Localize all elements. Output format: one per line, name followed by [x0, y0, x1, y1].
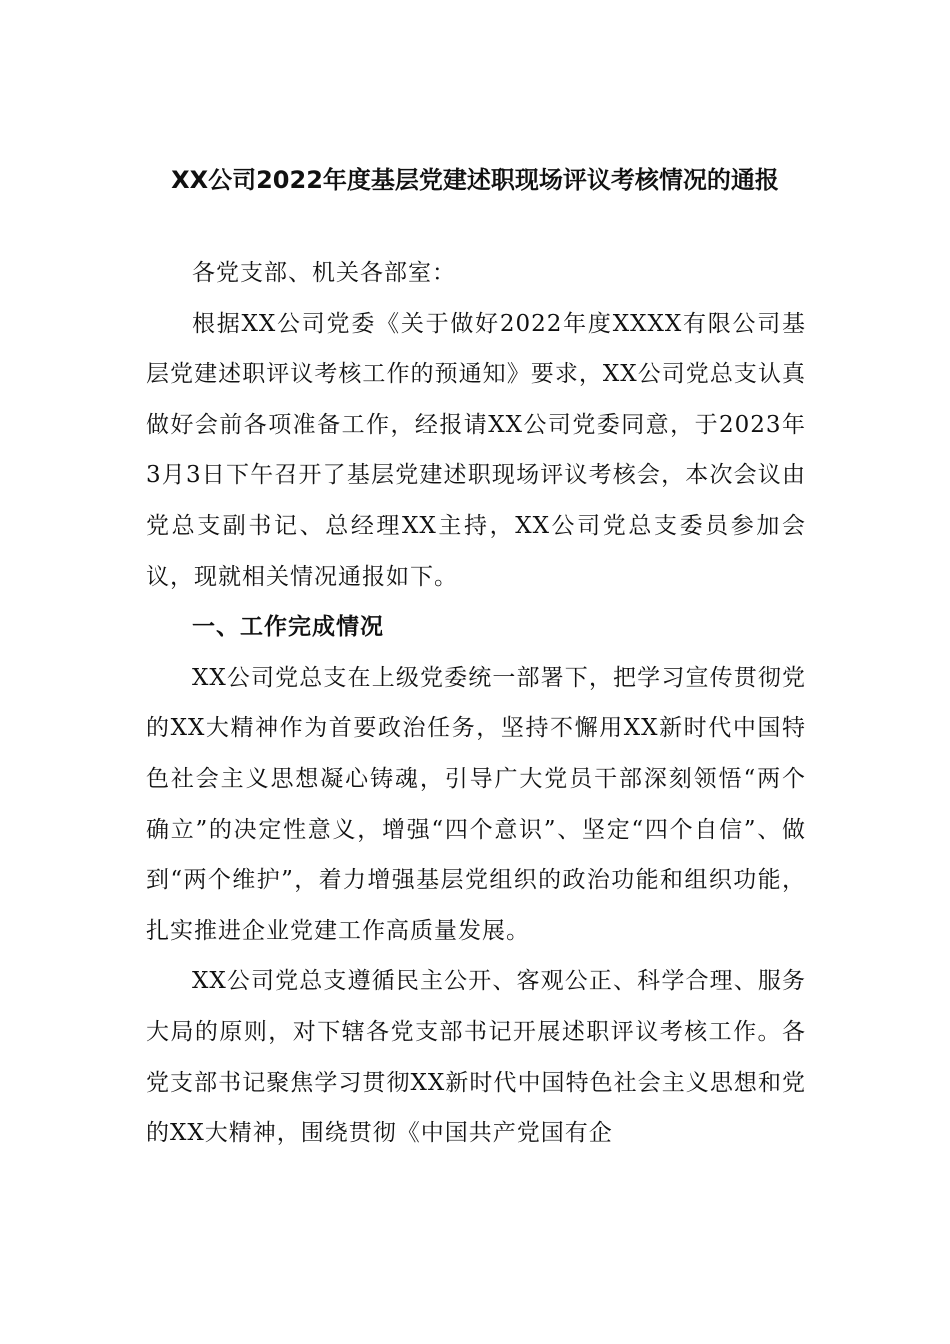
section-paragraph: XX公司党总支遵循民主公开、客观公正、科学合理、服务大局的原则，对下辖各党支部书记开展述职评议考核工作。各党支部书记聚焦学习贯彻XX新时代中国特色社会主义思想和党的XX大精神，围绕贯彻《中国共产党国有企	[146, 968, 806, 1147]
document-title: XX公司2022年度基层党建述职现场评议考核情况的通报	[171, 166, 779, 194]
document-body	[146, 248, 806, 1159]
section-heading: 一、工作完成情况	[192, 614, 384, 641]
intro-paragraph: 根据XX公司党委《关于做好2022年度XXXX有限公司基层党建述职评议考核工作的预通知》要求，XX公司党总支认真做好会前各项准备工作，经报请XX公司党委同意，于2023年3月3日下午召开了基层党建述职现场评议考核会，本次会议由党总支副书记、总经理XX主持，XX公司党总支委员参加会议，现就相关情况通报如下。	[146, 310, 806, 590]
salutation: 各党支部、机关各部室：	[192, 260, 456, 286]
section-paragraph: XX公司党总支在上级党委统一部署下，把学习宣传贯彻党的XX大精神作为首要政治任务，坚持不懈用XX新时代中国特色社会主义思想凝心铸魂，引导广大党员干部深刻领悟“两个确立”的决定性意义，增强“四个意识”、坚定“四个自信”、做到“两个维护”，着力增强基层党组织的政治功能和组织功能，扎实推进企业党建工作高质量发展。	[146, 664, 806, 944]
